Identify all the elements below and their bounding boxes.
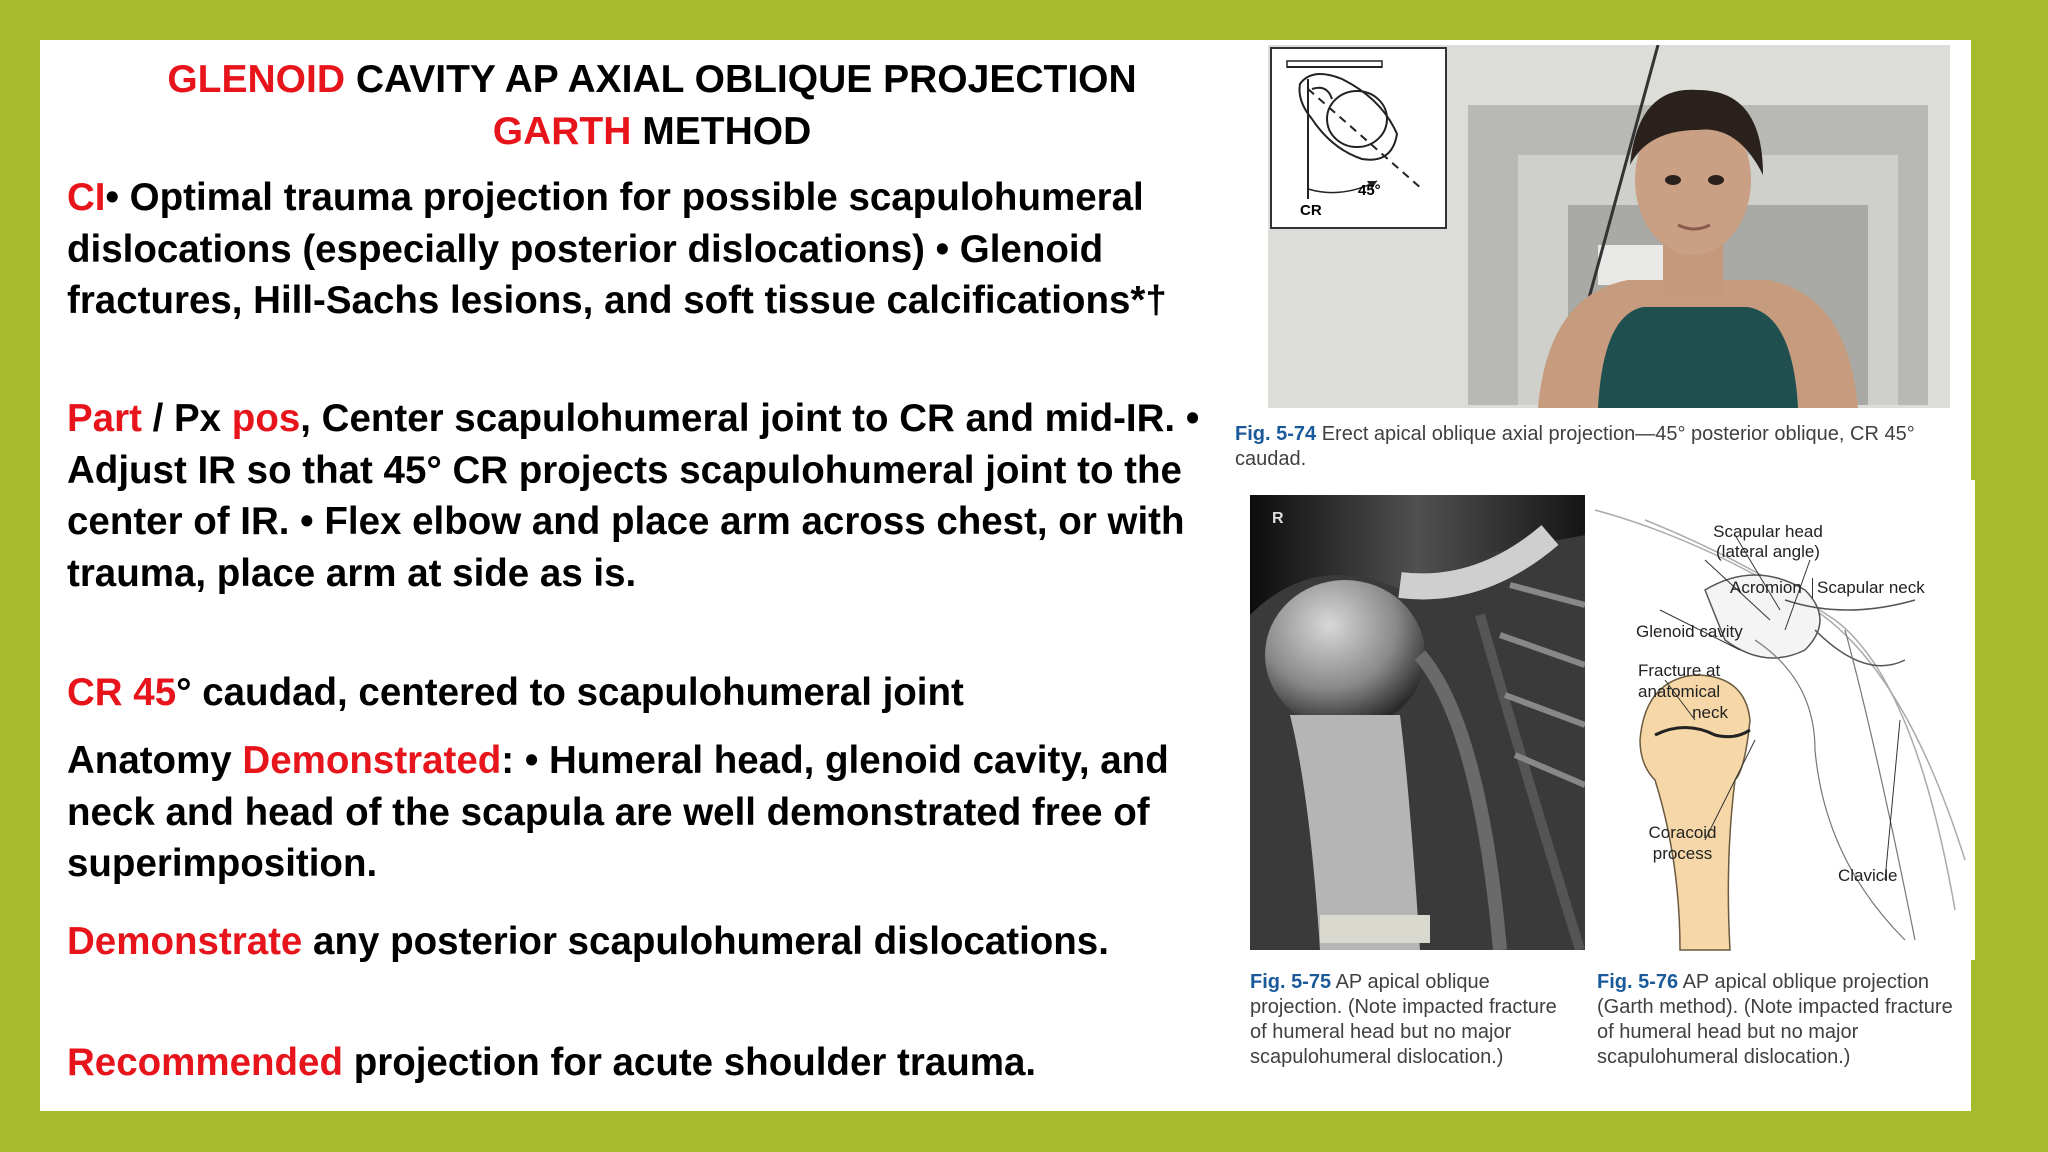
label-coracoid-line2: process xyxy=(1652,844,1713,863)
fig-5-75-xray xyxy=(1250,495,1585,950)
label-scapular-neck: Scapular neck xyxy=(1812,578,1925,598)
part-position-paragraph xyxy=(67,393,1247,599)
fig-5-75-caption xyxy=(1250,970,1570,1070)
label-scapular-head xyxy=(1693,522,1843,562)
label-scapular-head-line1: Scapular head xyxy=(1713,522,1823,541)
demonstrate-label: Demonstrate xyxy=(67,920,303,963)
title-red-garth: GARTH xyxy=(492,110,632,153)
fig-5-74-inset-diagram xyxy=(1270,47,1447,229)
ci-label: CI xyxy=(67,176,106,219)
fig-5-76-number: Fig. 5-76 xyxy=(1597,971,1679,993)
xray-image xyxy=(1250,495,1585,950)
label-coracoid-process xyxy=(1640,822,1725,864)
label-clavicle: Clavicle xyxy=(1838,866,1898,885)
cr-text: ° caudad, centered to scapulohumeral joint xyxy=(176,671,964,714)
label-glenoid-cavity: Glenoid cavity xyxy=(1636,622,1743,641)
label-coracoid-line1: Coracoid xyxy=(1648,823,1717,842)
anatomy-text: : • Humeral head, glenoid cavity, and neck and head of the scapula are well demonstrated free of superimposition. xyxy=(67,739,1169,885)
fig-5-74-number: Fig. 5-74 xyxy=(1235,423,1317,445)
title-line2: METHOD xyxy=(631,110,812,153)
part-px-label: / Px xyxy=(141,397,232,440)
anatomy-paragraph xyxy=(67,735,1247,890)
part-text: , Center scapulohumeral joint to CR and mid-IR. • Adjust IR so that 45° CR projects scapulohumeral joint to the center of IR. • Flex elbow and place arm across chest, or with trauma, place arm at side as is. xyxy=(67,397,1200,595)
demonstrate-text: any posterior scapulohumeral dislocations. xyxy=(302,920,1109,963)
label-fracture-line3: neck xyxy=(1692,703,1728,722)
xray-side-marker: R xyxy=(1272,510,1284,527)
fig-5-75-caption-text: AP apical oblique projection. (Note impacted fracture of humeral head but no major scapulohumeral dislocation.) xyxy=(1250,971,1557,1068)
ci-paragraph xyxy=(67,172,1247,327)
slide-title xyxy=(62,54,1242,158)
label-fracture-anatomical-neck xyxy=(1638,660,1728,723)
ci-text: • Optimal trauma projection for possible scapulohumeral dislocations (especially posterior dislocations) • Glenoid fractures, Hill-Sachs lesions, and soft tissue calcifications*† xyxy=(67,176,1167,322)
recommended-label: Recommended xyxy=(67,1041,343,1084)
anatomy-label: Anatomy xyxy=(67,739,243,782)
cr-paragraph xyxy=(67,667,1247,719)
cr-label: CR 45 xyxy=(67,671,177,714)
recommended-paragraph xyxy=(67,1037,1247,1089)
fig-5-74-photo xyxy=(1268,45,1950,408)
inset-angle-label: 45° xyxy=(1358,182,1381,199)
fig-5-76-caption xyxy=(1597,970,1967,1070)
inset-diagram-drawing xyxy=(1272,49,1445,227)
label-fracture-line2: anatomical xyxy=(1638,682,1721,701)
demonstrated-label: Demonstrated xyxy=(242,739,502,782)
pos-label: pos xyxy=(231,397,301,440)
part-label: Part xyxy=(67,397,142,440)
label-acromion: Acromion xyxy=(1730,578,1802,597)
fig-5-76-caption-text: AP apical oblique projection (Garth method). (Note impacted fracture of humeral head but no major scapulohumeral dislocation.) xyxy=(1597,971,1953,1068)
fig-5-74-caption-text: Erect apical oblique axial projection—45° posterior oblique, CR 45° caudad. xyxy=(1235,423,1915,470)
label-fracture-line1: Fracture at xyxy=(1638,661,1721,680)
recommended-text: projection for acute shoulder trauma. xyxy=(343,1041,1037,1084)
slide xyxy=(40,40,1971,1111)
fig-5-75-number: Fig. 5-75 xyxy=(1250,971,1332,993)
demonstrate-paragraph xyxy=(67,916,1247,968)
inset-cr-label: CR xyxy=(1300,202,1322,219)
title-line1: CAVITY AP AXIAL OBLIQUE PROJECTION xyxy=(344,58,1137,101)
fig-5-76-diagram xyxy=(1585,480,1975,960)
title-red-glenoid: GLENOID xyxy=(167,58,345,101)
fig-5-74-caption xyxy=(1235,422,1955,472)
label-scapular-head-line2: (lateral angle) xyxy=(1716,542,1820,561)
